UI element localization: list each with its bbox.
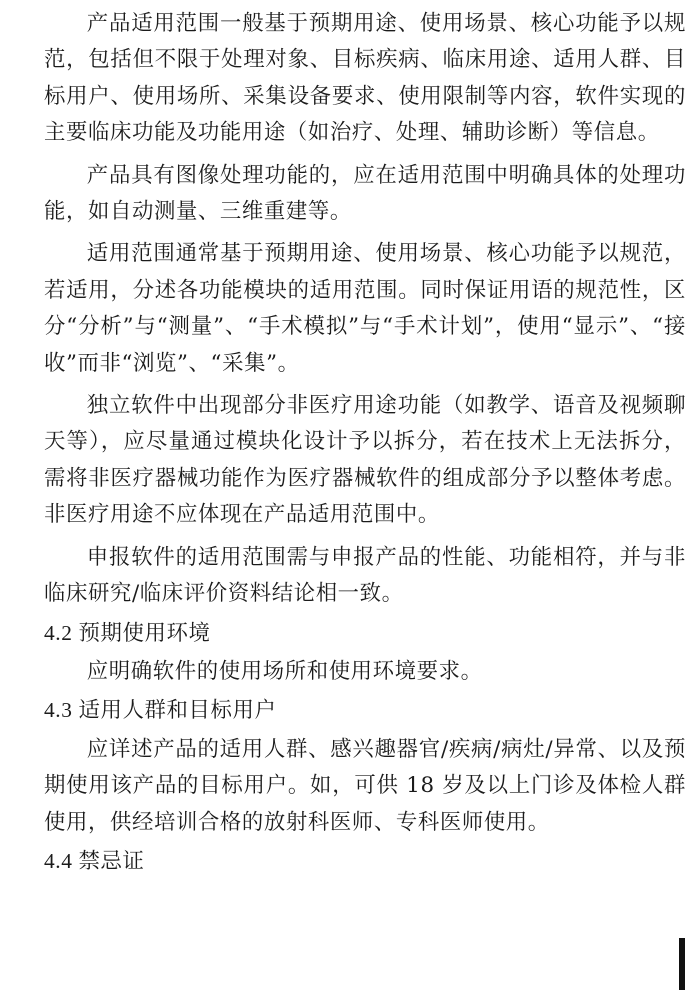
section-title: 预期使用环境 (78, 620, 211, 646)
section-heading-4-4 (44, 843, 692, 880)
paragraph-terminology: 适用范围通常基于预期用途、使用场景、核心功能予以规范，若适用，分述各功能模块的适用范围。同时保证用语的规范性，区分“分析”与“测量”、“手术模拟”与“手术计划”，使用“显示”、“接收”而非“浏览”、“采集”。 (44, 241, 686, 376)
paragraph-use-environment: 应明确软件的使用场所和使用环境要求。 (86, 658, 483, 684)
paragraph-non-medical-functions: 独立软件中出现部分非医疗用途功能（如教学、语音及视频聊天等），应尽量通过模块化设计予以拆分，若在技术上无法拆分，需将非医疗器械功能作为医疗器械软件的组成部分予以整体考虑。非医疗用途不应体现在产品适用范围中。 (44, 393, 686, 528)
section-number: 4.4 (44, 848, 73, 873)
scan-edge-mark (679, 938, 685, 990)
section-heading-4-3 (44, 692, 692, 729)
paragraph-scope-definition: 产品适用范围一般基于预期用途、使用场景、核心功能予以规范，包括但不限于处理对象、目标疾病、临床用途、适用人群、目标用户、使用场所、采集设备要求、使用限制等内容，软件实现的主要临床功能及功能用途（如治疗、处理、辅助诊断）等信息。 (44, 11, 686, 146)
paragraph-target-users: 应详述产品的适用人群、感兴趣器官/疾病/病灶/异常、以及预期使用该产品的目标用户。如，可供 18 岁及以上门诊及体检人群使用，供经培训合格的放射科医师、专科医师使用。 (44, 736, 686, 835)
section-number: 4.3 (44, 698, 73, 723)
section-title: 适用人群和目标用户 (78, 698, 277, 724)
section-heading-4-2 (44, 615, 692, 652)
section-number: 4.2 (44, 620, 73, 645)
section-title: 禁忌证 (78, 848, 145, 874)
paragraph-consistency: 申报软件的适用范围需与申报产品的性能、功能相符，并与非临床研究/临床评价资料结论相一致。 (44, 544, 686, 607)
paragraph-image-processing: 产品具有图像处理功能的，应在适用范围中明确具体的处理功能，如自动测量、三维重建等。 (44, 162, 686, 225)
